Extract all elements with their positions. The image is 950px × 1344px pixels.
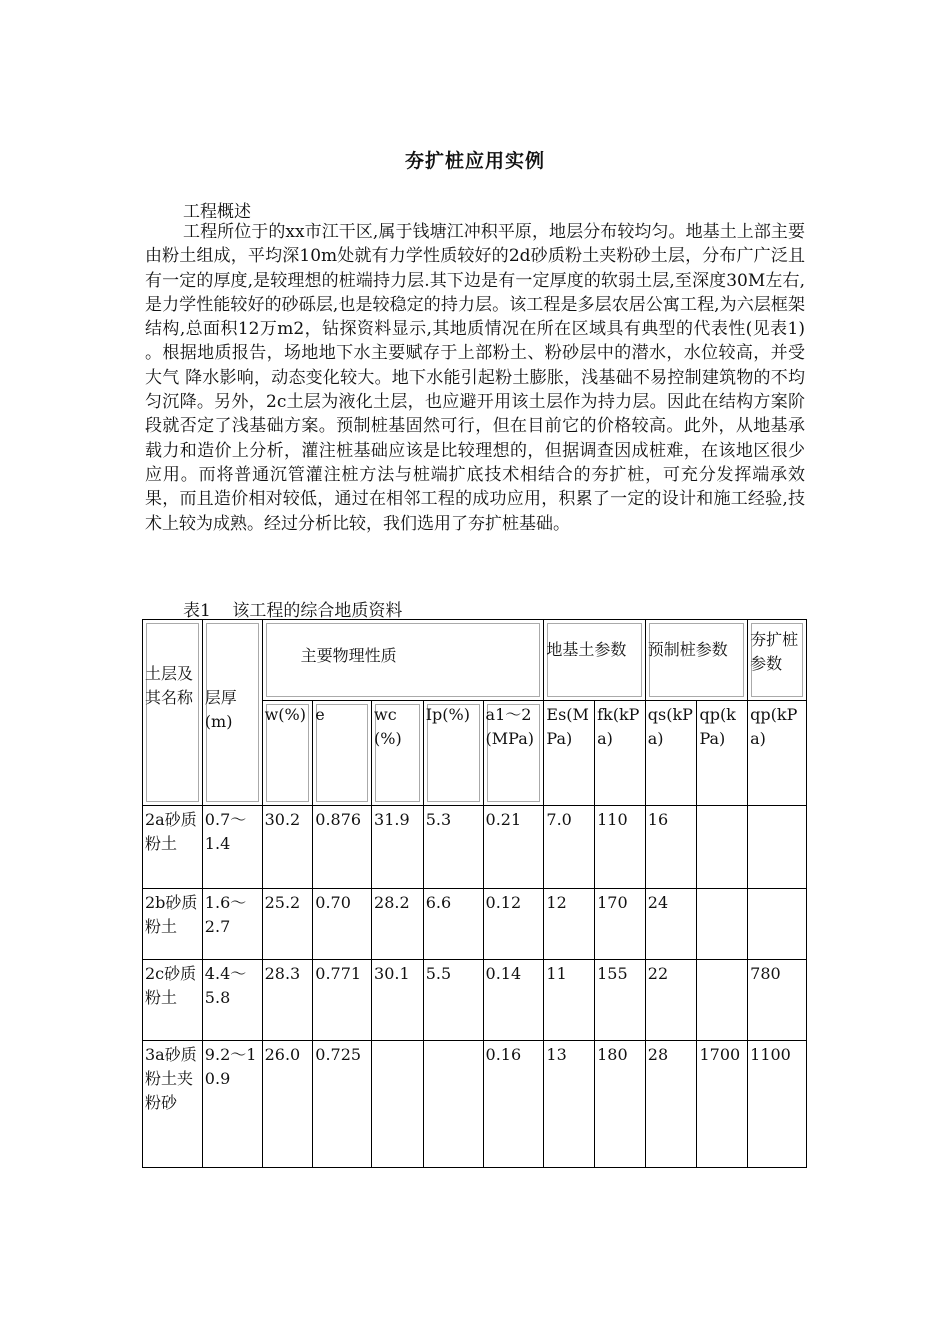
header-physical: 主要物理性质	[262, 620, 544, 701]
geology-table	[142, 619, 807, 1168]
data-cell: 0.771	[313, 960, 372, 1041]
data-cell: 24	[645, 889, 697, 960]
body-paragraph: 工程所位于的xx市江干区,属于钱塘江冲积平原，地层分布较均匀。地基土上部主要由粉土组成，平均深10m处就有力学性质较好的2d砂质粉土夹粉砂土层，分布广广泛且有一定的厚度,是较理想的桩端持力层.其下边是有一定厚度的软弱土层,至深度30M左右,是力学性能较好的砂砾层,也是较稳定的持力层。该工程是多层农居公寓工程,为六层框架结构,总面积12万m2，钻探资料显示,其地质情况在所在区域具有典型的代表性(见表1) 。根据地质报告，场地地下水主要赋存于上部粉土、粉砂层中的潜水，水位较高，并受大气 降水影响，动态变化较大。地下水能引起粉土膨胀，浅基础不易控制建筑物的不均匀沉降。另外，2c土层为液化土层，也应避开用该土层作为持力层。因此在结构方案阶段就否定了浅基础方案。预制桩基固然可行，但在目前它的价格较高。此外，从地基承载力和造价上分析，灌注桩基础应该是比较理想的，但据调查因成桩难，在该地区很少应用。而将普通沉管灌注桩方法与桩端扩底技术相结合的夯扩桩，可充分发挥端承效果，而且造价相对较低，通过在相邻工程的成功应用，积累了一定的设计和施工经验,技术上较为成熟。经过分析比较，我们选用了夯扩桩基础。	[145, 222, 805, 534]
data-cell: 11	[544, 960, 595, 1041]
data-cell	[697, 889, 748, 960]
data-cell: 6.6	[423, 889, 483, 960]
data-cell	[697, 960, 748, 1041]
thickness-cell: 1.6～2.7	[202, 889, 262, 960]
data-cell: 0.12	[483, 889, 544, 960]
data-cell: 5.3	[423, 806, 483, 889]
data-cell: 31.9	[372, 806, 424, 889]
data-cell	[697, 806, 748, 889]
data-cell: 22	[645, 960, 697, 1041]
data-cell: 30.2	[262, 806, 313, 889]
table-row	[143, 960, 807, 1041]
data-cell: 155	[595, 960, 646, 1041]
col-header: Ip(%)	[423, 701, 483, 806]
document-title: 夯扩桩应用实例	[404, 150, 545, 172]
data-cell: 780	[748, 960, 807, 1041]
header-precast: 预制桩参数	[645, 620, 747, 701]
thickness-cell: 9.2～10.9	[202, 1041, 262, 1168]
data-cell: 0.16	[483, 1041, 544, 1168]
layer-name-cell: 2a砂质粉土	[143, 806, 203, 889]
data-cell: 170	[595, 889, 646, 960]
data-cell: 16	[645, 806, 697, 889]
col-header: qs(kPa)	[645, 701, 697, 806]
data-cell: 13	[544, 1041, 595, 1168]
data-cell: 12	[544, 889, 595, 960]
layer-name-cell: 2b砂质粉土	[143, 889, 203, 960]
col-header: Es(MPa)	[544, 701, 595, 806]
data-cell: 1700	[697, 1041, 748, 1168]
data-cell: 7.0	[544, 806, 595, 889]
thickness-cell: 4.4～5.8	[202, 960, 262, 1041]
col-header: wc(%)	[372, 701, 424, 806]
data-cell: 5.5	[423, 960, 483, 1041]
data-cell: 26.0	[262, 1041, 313, 1168]
table-row	[143, 1041, 807, 1168]
data-cell	[372, 1041, 424, 1168]
layer-name-cell: 3a砂质粉土夹粉砂	[143, 1041, 203, 1168]
data-cell: 1100	[748, 1041, 807, 1168]
data-cell: 25.2	[262, 889, 313, 960]
data-cell: 0.876	[313, 806, 372, 889]
data-cell: 0.14	[483, 960, 544, 1041]
section-heading: 工程概述	[183, 202, 251, 222]
header-layer-name: 土层及其名称	[143, 620, 203, 806]
data-cell: 28.3	[262, 960, 313, 1041]
col-header: fk(kPa)	[595, 701, 646, 806]
data-cell: 28	[645, 1041, 697, 1168]
col-header: qp(kPa)	[748, 701, 807, 806]
col-header: e	[313, 701, 372, 806]
col-header: w(%)	[262, 701, 313, 806]
data-cell	[748, 806, 807, 889]
data-cell	[423, 1041, 483, 1168]
table-header-row	[143, 620, 807, 701]
data-cell: 110	[595, 806, 646, 889]
header-foundation: 地基土参数	[544, 620, 645, 701]
data-cell: 0.70	[313, 889, 372, 960]
data-cell: 180	[595, 1041, 646, 1168]
col-header: qp(kPa)	[697, 701, 748, 806]
thickness-cell: 0.7～1.4	[202, 806, 262, 889]
table-row	[143, 889, 807, 960]
table-caption: 表1 该工程的综合地质资料	[183, 601, 403, 621]
data-cell: 30.1	[372, 960, 424, 1041]
col-header: a1～2(MPa)	[483, 701, 544, 806]
data-cell: 0.725	[313, 1041, 372, 1168]
header-rammed: 夯扩桩参数	[748, 620, 807, 701]
layer-name-cell: 2c砂质粉土	[143, 960, 203, 1041]
data-cell: 0.21	[483, 806, 544, 889]
table-row	[143, 806, 807, 889]
data-cell	[748, 889, 807, 960]
header-thickness: 层厚(m)	[202, 620, 262, 806]
data-cell: 28.2	[372, 889, 424, 960]
